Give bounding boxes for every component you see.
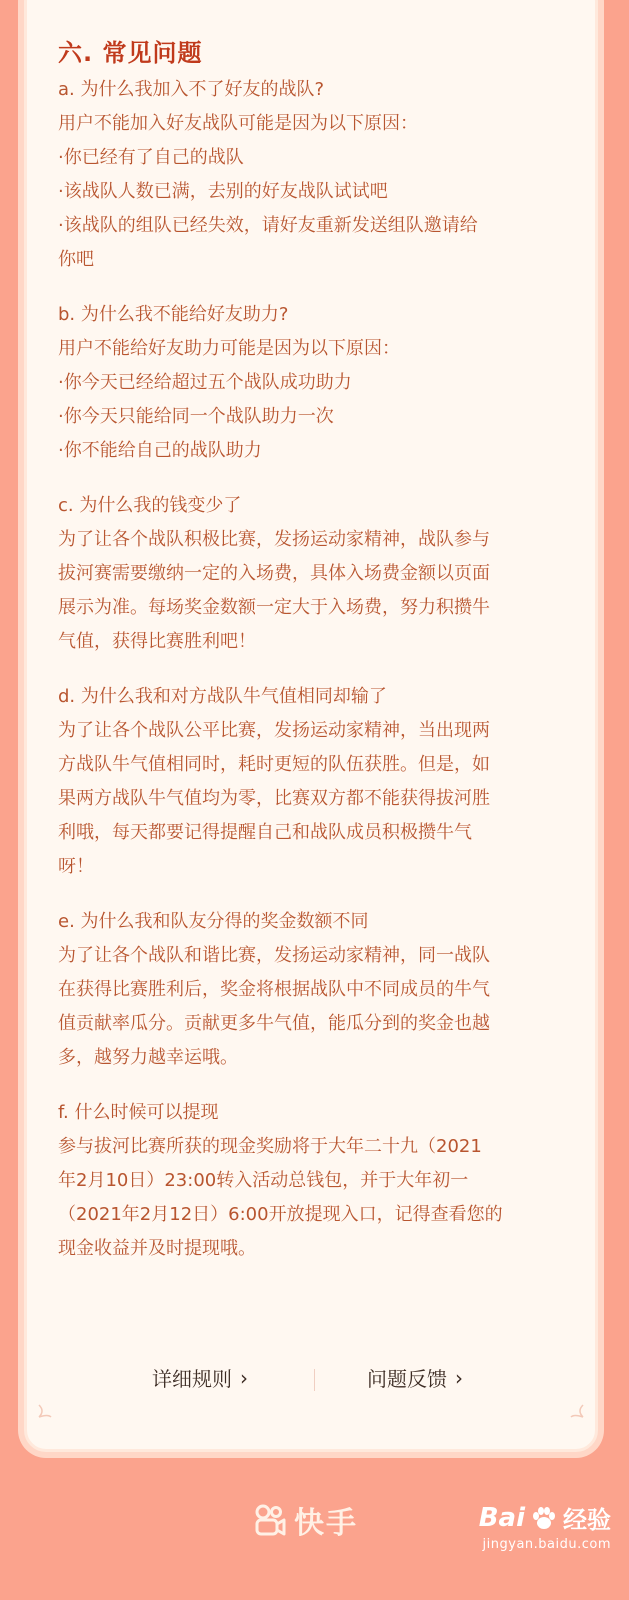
- kuaishou-logo-icon: [252, 1502, 288, 1538]
- watermark-bai: Bai: [478, 1502, 525, 1533]
- faq-answer-line: （2021年2月12日）6:00开放提现入口，记得查看您的: [58, 1204, 503, 1225]
- faq-answer-line: 用户不能给好友助力可能是因为以下原因：: [58, 338, 400, 359]
- detailed-rules-link[interactable]: [152, 1363, 248, 1392]
- faq-answer-line: ·你不能给自己的战队助力: [58, 440, 262, 461]
- chevron-right-icon: ›: [455, 1365, 463, 1390]
- faq-answer-line: 为了让各个战队公平比赛，发扬运动家精神，当出现两: [58, 720, 490, 741]
- brand-name: 快手: [294, 1506, 358, 1541]
- link-divider: [314, 1369, 315, 1391]
- faq-question: c. 为什么我的钱变少了: [58, 495, 242, 516]
- detailed-rules-label: 详细规则: [152, 1367, 232, 1391]
- corner-ornament-icon: [569, 1403, 585, 1419]
- faq-question: a. 为什么我加入不了好友的战队?: [58, 79, 325, 100]
- faq-card: [24, 0, 598, 1452]
- faq-item: [58, 680, 578, 884]
- feedback-link[interactable]: [367, 1363, 463, 1392]
- faq-list: [58, 73, 578, 1287]
- faq-answer-line: 年2月10日）23:00转入活动总钱包，并于大年初一: [58, 1170, 469, 1191]
- corner-ornament-icon: [37, 1403, 53, 1419]
- faq-answer-line: 参与拔河比赛所获的现金奖励将于大年二十九（2021: [58, 1136, 482, 1157]
- faq-answer-line: 在获得比赛胜利后，奖金将根据战队中不同成员的牛气: [58, 979, 490, 1000]
- faq-answer-line: 为了让各个战队积极比赛，发扬运动家精神，战队参与: [58, 529, 490, 550]
- faq-answer-line: 用户不能加入好友战队可能是因为以下原因：: [58, 113, 418, 134]
- kuaishou-brand: [252, 1498, 358, 1542]
- faq-answer-line: 多，越努力越幸运哦。: [58, 1047, 238, 1068]
- faq-item: [58, 1096, 578, 1266]
- feedback-label: 问题反馈: [367, 1367, 447, 1391]
- faq-item: [58, 905, 578, 1075]
- faq-answer-line: ·该战队的组队已经失效，请好友重新发送组队邀请给: [58, 215, 478, 236]
- faq-question: e. 为什么我和队友分得的奖金数额不同: [58, 911, 369, 932]
- faq-answer-line: 气值，获得比赛胜利吧！: [58, 631, 256, 652]
- paw-icon: [529, 1503, 559, 1533]
- faq-answer-line: 利哦，每天都要记得提醒自己和战队成员积极攒牛气: [58, 822, 472, 843]
- watermark-experience: 经验: [563, 1506, 611, 1534]
- faq-item: [58, 73, 578, 277]
- baidu-jingyan-watermark: [479, 1500, 611, 1552]
- faq-answer-line: 方战队牛气值相同时，耗时更短的队伍获胜。但是，如: [58, 754, 490, 775]
- faq-answer-line: 展示为准。每场奖金数额一定大于入场费，努力积攒牛: [58, 597, 490, 618]
- footer-links: [27, 1363, 595, 1399]
- watermark-url: jingyan.baidu.com: [482, 1537, 611, 1552]
- faq-answer-line: 值贡献率瓜分。贡献更多牛气值，能瓜分到的奖金也越: [58, 1013, 490, 1034]
- faq-answer-line: ·该战队人数已满，去别的好友战队试试吧: [58, 181, 388, 202]
- faq-answer-line: 果两方战队牛气值均为零，比赛双方都不能获得拔河胜: [58, 788, 490, 809]
- faq-answer-line: 现金收益并及时提现哦。: [58, 1238, 256, 1259]
- section-title: 六. 常见问题: [58, 39, 203, 67]
- faq-answer-line: ·你今天只能给同一个战队助力一次: [58, 406, 334, 427]
- faq-answer-line: 为了让各个战队和谐比赛，发扬运动家精神，同一战队: [58, 945, 490, 966]
- faq-answer-line: 你吧: [58, 249, 94, 270]
- faq-question: b. 为什么我不能给好友助力?: [58, 304, 289, 325]
- faq-question: f. 什么时候可以提现: [58, 1102, 219, 1123]
- faq-question: d. 为什么我和对方战队牛气值相同却输了: [58, 686, 387, 707]
- faq-answer-line: ·你今天已经给超过五个战队成功助力: [58, 372, 352, 393]
- faq-answer-line: ·你已经有了自己的战队: [58, 147, 244, 168]
- faq-answer-line: 呀！: [58, 856, 94, 877]
- faq-item: [58, 298, 578, 468]
- chevron-right-icon: ›: [240, 1365, 248, 1390]
- faq-answer-line: 拔河赛需要缴纳一定的入场费，具体入场费金额以页面: [58, 563, 490, 584]
- faq-item: [58, 489, 578, 659]
